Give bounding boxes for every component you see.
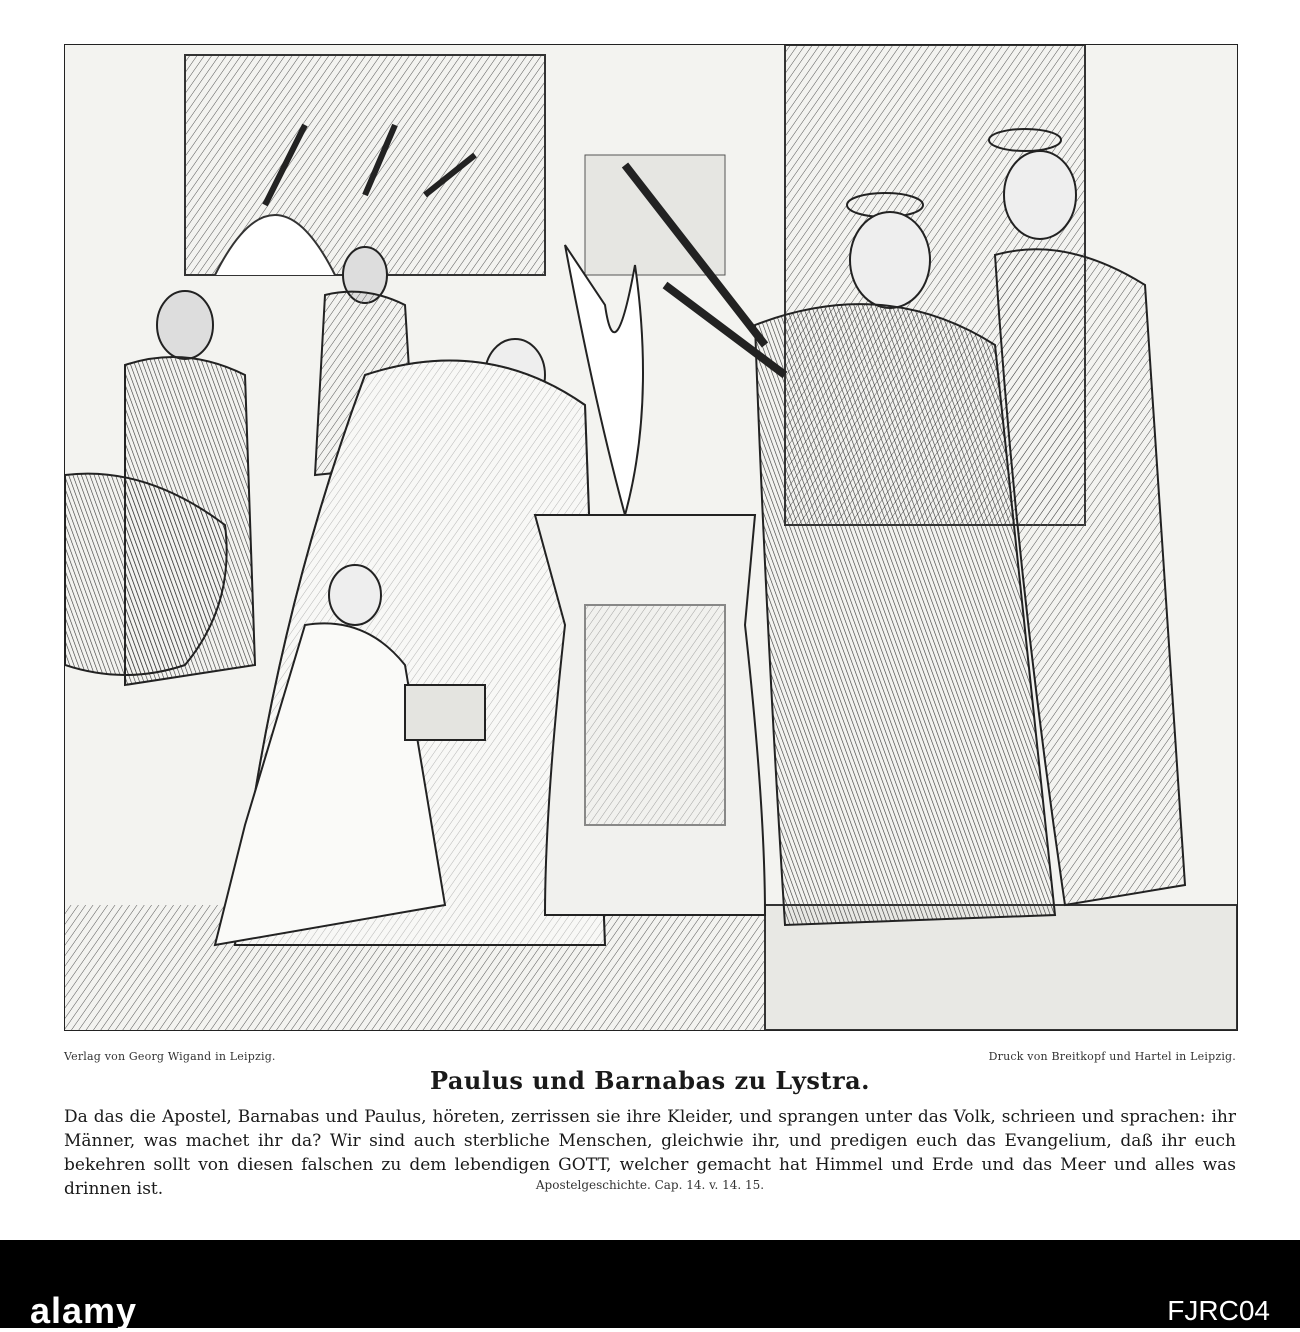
watermark-band bbox=[0, 1240, 1300, 1328]
engraving-illustration bbox=[64, 44, 1238, 1031]
publisher-credit: Verlag von Georg Wigand in Leipzig. bbox=[64, 1050, 276, 1063]
alamy-logo: alamy bbox=[30, 1290, 138, 1331]
verse-text: Da das die Apostel, Barnabas und Paulus, höreten, zerrissen sie ihre Kleider, und sprangen unter das Volk, schrieen und sprachen: ihr Männer, was machet ihr da? Wir sind auch sterbliche Menschen, gleichwie ihr, und predigen euch das Evangelium, daß ihr euch bekehren sollt von diesen falschen zu dem lebendigen GOTT, welcher gemacht hat Himmel und Erde und das Meer und alles was drinnen ist. bbox=[64, 1107, 1236, 1199]
image-id: FJRC04 bbox=[1167, 1295, 1270, 1326]
plate-title: Paulus und Barnabas zu Lystra. bbox=[429, 1066, 871, 1095]
distant-city bbox=[585, 155, 725, 275]
engraving-scene bbox=[65, 45, 1237, 1030]
scripture-reference: Apostelgeschichte. Cap. 14. v. 14. 15. bbox=[535, 1178, 765, 1192]
printer-credit: Druck von Breitkopf und Hartel in Leipzig. bbox=[988, 1050, 1236, 1063]
